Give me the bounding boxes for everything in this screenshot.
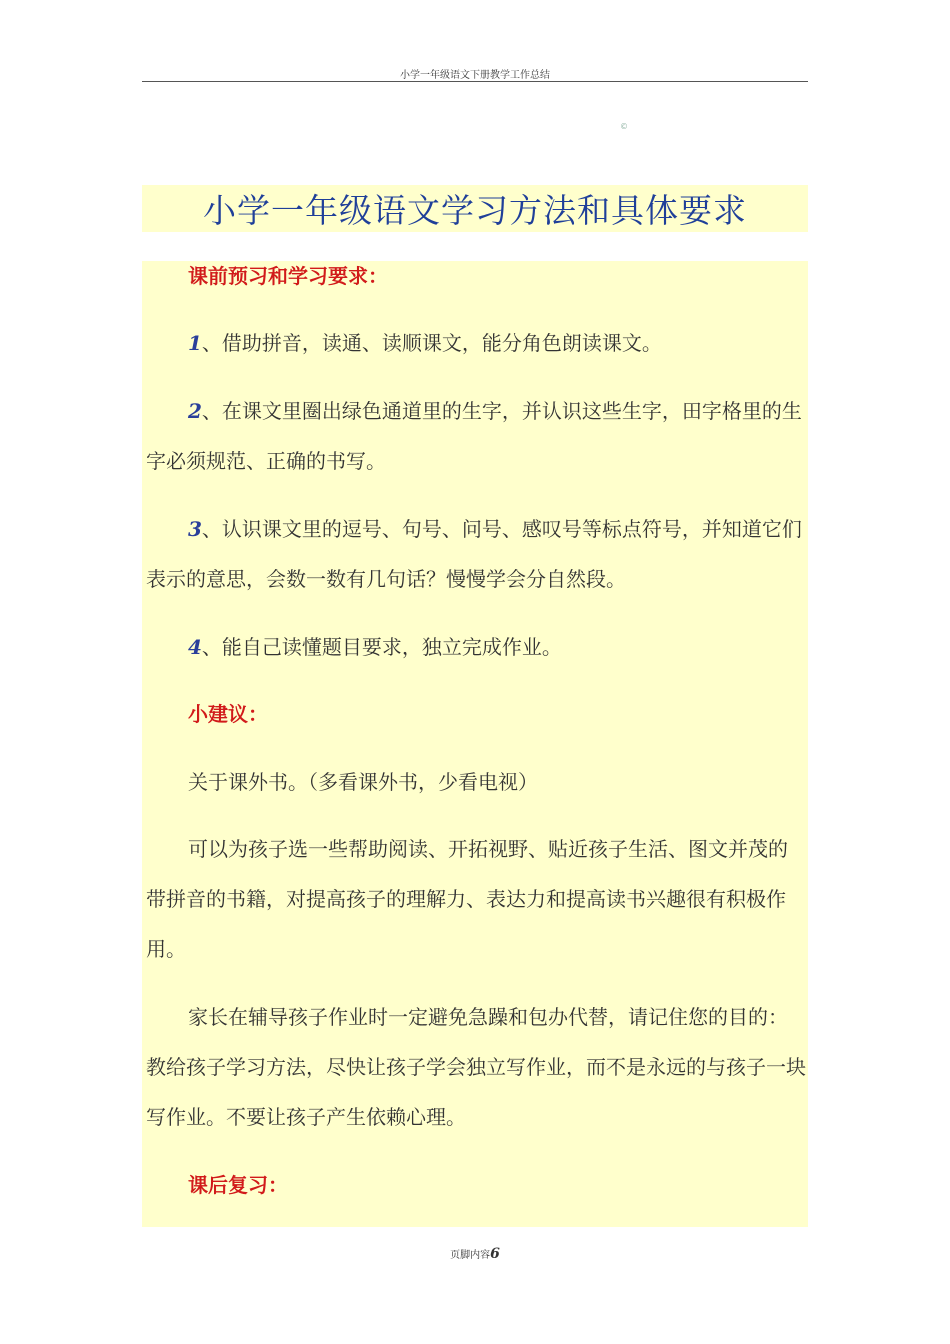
small-mark-icon: © (620, 122, 628, 131)
review-heading-para (146, 1160, 806, 1210)
header-rule (142, 81, 808, 82)
content-area (142, 261, 808, 1227)
advice-paragraph-2: 家长在辅导孩子作业时一定避免急躁和包办代替，请记住您的目的：教给孩子学习方法，尽快让孩子学会独立写作业，而不是永远的与孩子一块写作业。不要让孩子产生依赖心理。 (146, 1005, 806, 1129)
list-item (146, 504, 806, 604)
advice-paragraph-1: 可以为孩子选一些帮助阅读、开拓视野、贴近孩子生活、图文并茂的带拼音的书籍，对提高孩子的理解力、表达力和提高读书兴趣很有积极作用。 (146, 837, 788, 961)
review-heading: 课后复习： (188, 1173, 288, 1197)
item-number: 4 (188, 635, 202, 659)
item-text: 、借助拼音，读通、读顺课文，能分角色朗读课文。 (201, 331, 662, 355)
list-item (146, 318, 806, 368)
item-number: 1 (188, 331, 202, 355)
item-text: 、在课文里圈出绿色通道里的生字，并认识这些生字，田字格里的生字必须规范、正确的书写。 (146, 399, 802, 473)
item-number: 3 (188, 517, 202, 541)
item-number: 2 (188, 399, 202, 423)
item-text: 、能自己读懂题目要求，独立完成作业。 (201, 635, 562, 659)
document-title: 小学一年级语文学习方法和具体要求 (203, 191, 747, 230)
advice-heading-para (146, 689, 806, 739)
preview-heading-para (146, 251, 806, 301)
item-text: 、认识课文里的逗号、句号、问号、感叹号等标点符号，并知道它们表示的意思，会数一数有几句话？慢慢学会分自然段。 (146, 517, 802, 591)
footer-label: 页脚内容 (450, 1250, 491, 1261)
page-footer (0, 1246, 950, 1262)
title-band (142, 185, 808, 232)
advice-heading: 小建议： (188, 702, 268, 726)
page-header: 小学一年级语文下册教学工作总结 (400, 70, 550, 81)
advice-line: 关于课外书。（多看课外书，少看电视） (188, 770, 538, 794)
list-item (146, 386, 806, 486)
list-item (146, 622, 806, 672)
page-number: 6 (490, 1246, 500, 1262)
preview-heading: 课前预习和学习要求： (188, 264, 388, 288)
